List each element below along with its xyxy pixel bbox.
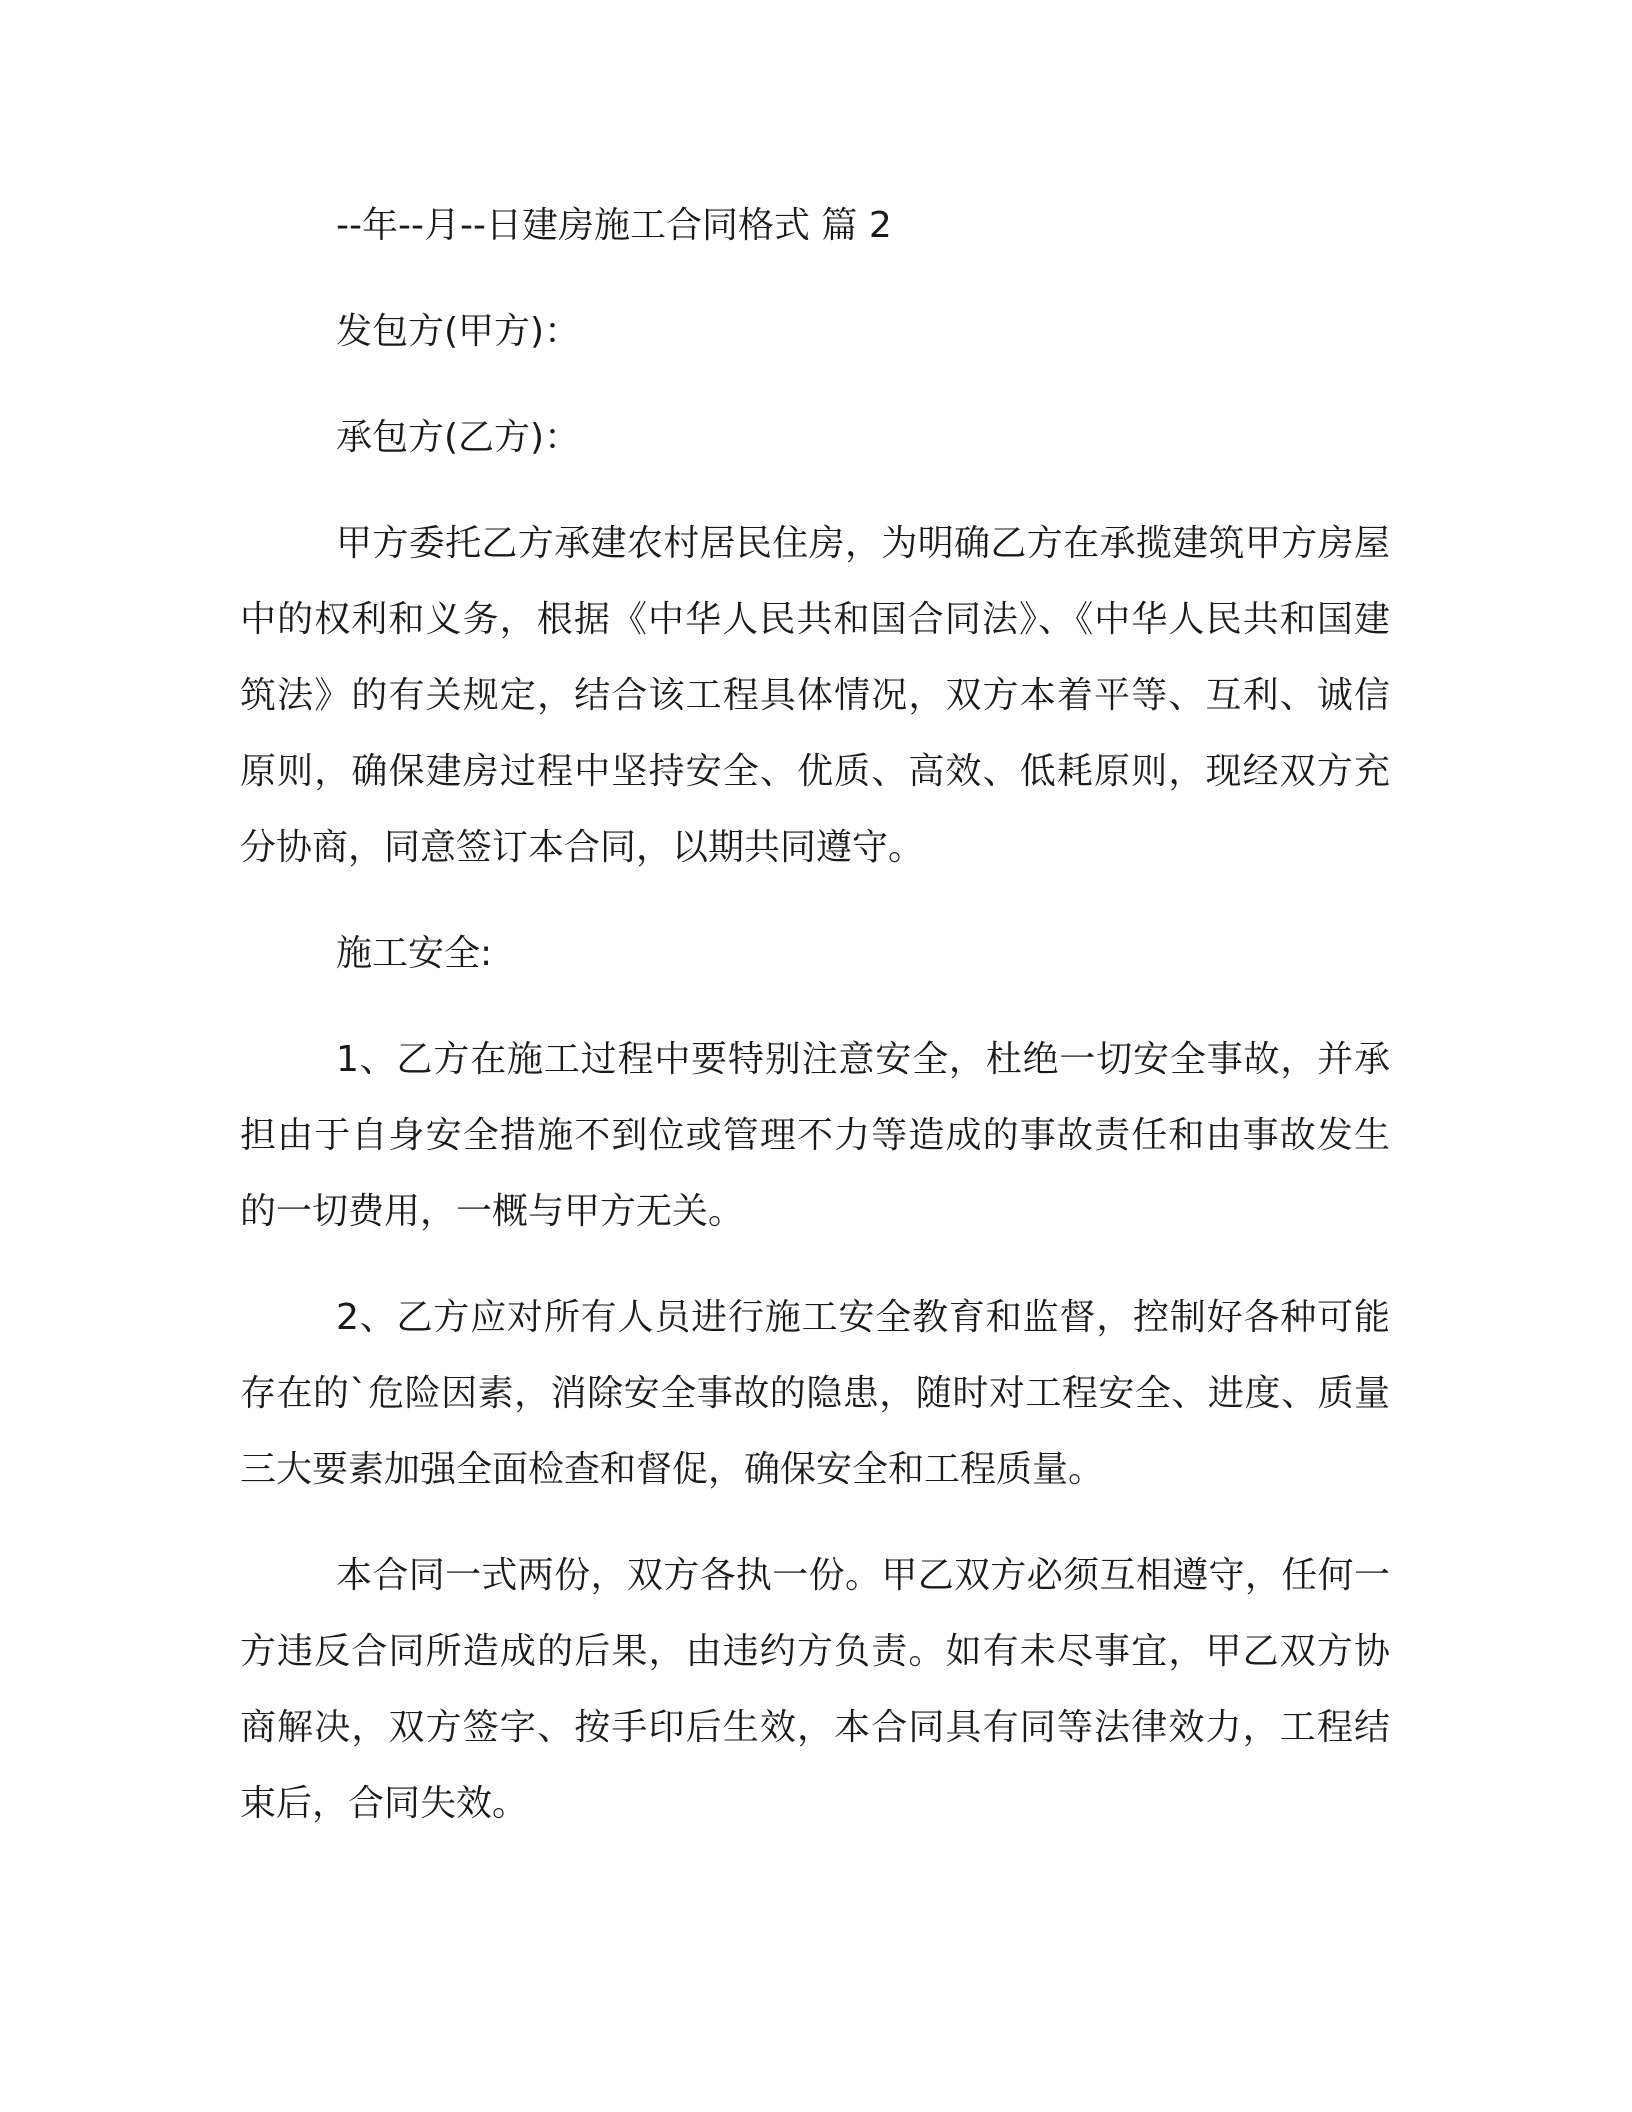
intro-paragraph: 甲方委托乙方承建农村居民住房，为明确乙方在承揽建筑甲方房屋中的权利和义务，根据《中华人民共和国合同法》、《中华人民共和国建筑法》的有关规定，结合该工程具体情况，双方本着平等、互利、诚信原则，确保建房过程中坚持安全、优质、高效、低耗原则，现经双方充分协商，同意签订本合同，以期共同遵守。 (240, 523, 1390, 868)
clause-1: 1、乙方在施工过程中要特别注意安全，杜绝一切安全事故，并承担由于自身安全措施不到位或管理不力等造成的事故责任和由事故发生的一切费用，一概与甲方无关。 (240, 1039, 1390, 1232)
document-title: --年--月--日建房施工合同格式 篇 2 (336, 205, 892, 246)
closing-paragraph: 本合同一式两份，双方各执一份。甲乙双方必须互相遵守，任何一方违反合同所造成的后果，由违约方负责。如有未尽事宜，甲乙双方协商解决，双方签字、按手印后生效，本合同具有同等法律效力，工程结束后，合同失效。 (240, 1555, 1390, 1824)
party-a-line: 发包方(甲方)： (336, 311, 581, 352)
safety-heading: 施工安全: (336, 933, 493, 974)
party-b-line: 承包方(乙方)： (336, 417, 581, 458)
document-body (240, 188, 1390, 1842)
clause-2: 2、乙方应对所有人员进行施工安全教育和监督，控制好各种可能存在的`危险因素，消除安全事故的隐患，随时对工程安全、进度、质量三大要素加强全面检查和督促，确保安全和工程质量。 (240, 1297, 1390, 1490)
